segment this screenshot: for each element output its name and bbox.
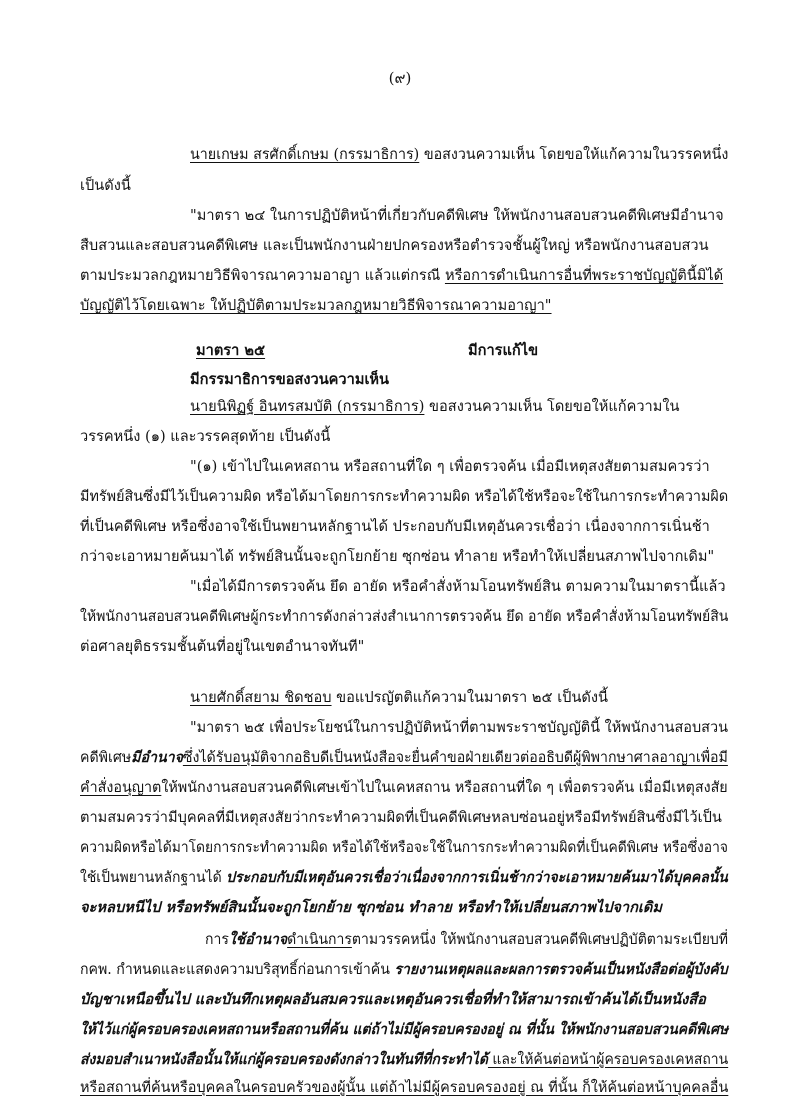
p3-line-10: กคพ. กำหนดและแสดงความบริสุทธิ์ก่อนการเข้าค้น รายงานเหตุผลและผลการตรวจค้นเป็นหนังสือต่อผู้บังคับ — [80, 961, 728, 978]
p3-line-14: หรือสถานที่ค้นหรือบุคคลในครอบครัวของผู้นั้น แต่ถ้าไม่มีผู้ครอบครองอยู่ ณ ที่นั้น ก็ให้ค้นต่อหน้าบุคคลอื่น — [80, 1079, 729, 1096]
p2-line-1: นายนิพิฏฐ์ อินทรสมบัติ (กรรมาธิการ) ขอสงวนความเห็น โดยขอให้แก้ความใน — [190, 398, 680, 415]
section-title: มาตรา ๒๕ — [196, 342, 266, 359]
section-reservation: มีกรรมาธิการขอสงวนความเห็น — [190, 371, 390, 388]
p1-line-6: บัญญัติไว้โดยเฉพาะ ให้ปฏิบัติตามประมวลกฎหมายวิธีพิจารณาความอาญา" — [80, 297, 552, 314]
p1-line-4: สืบสวนและสอบสวนคดีพิเศษ และเป็นพนักงานฝ่ายปกครองหรือตำรวจชั้นผู้ใหญ่ หรือพนักงานสอบสวน — [80, 237, 709, 254]
p3-speaker: นายศักดิ์สยาม ชิดชอบ — [190, 689, 332, 706]
p2-line-6: กว่าจะเอาหมายค้นมาได้ ทรัพย์สินนั้นจะถูกโยกย้าย ซุกซ่อน ทำลาย หรือทำให้เปลี่ยนสภาพไปจากเดิม" — [80, 548, 715, 565]
p2-line-8: ให้พนักงานสอบสวนคดีพิเศษผู้กระทำการดังกล่าวส่งสำเนาการตรวจค้น ยึด อายัด หรือคำสั่งห้ามโอนทรัพย์สิน — [80, 608, 729, 625]
p3-line-9: การใช้อำนาจดำเนินการตามวรรคหนึ่ง ให้พนักงานสอบสวนคดีพิเศษปฏิบัติตามระเบียบที่ — [205, 931, 729, 948]
p3-line-3: คดีพิเศษมีอำนาจซึ่งได้รับอนุมัติจากอธิบดีเป็นหนังสือจะยื่นคำขอฝ่ายเดียวต่ออธิบดีผู้พิพากษาศาลอาญาเพื่อมี — [80, 749, 728, 766]
p1-line-3: "มาตรา ๒๔ ในการปฏิบัติหน้าที่เกี่ยวกับคดีพิเศษ ให้พนักงานสอบสวนคดีพิเศษมีอำนาจ — [190, 207, 724, 224]
p1-speaker: นายเกษม สรศักดิ์เกษม (กรรมาธิการ) — [190, 146, 420, 163]
p2-line-5: ที่เป็นคดีพิเศษ หรือซึ่งอาจใช้เป็นพยานหลักฐานได้ ประกอบกับมีเหตุอันควรเชื่อว่า เนื่องจากการเนิ่นช้า — [80, 518, 710, 535]
p2-line-4: มีทรัพย์สินซึ่งมีไว้เป็นความผิด หรือได้มาโดยการกระทำความผิด หรือได้ใช้หรือจะใช้ในการกระทำความผิด — [80, 488, 729, 505]
p1-line-5: ตามประมวลกฎหมายวิธีพิจารณาความอาญา แล้วแต่กรณี หรือการดำเนินการอื่นที่พระราชบัญญัตินี้มิได้ — [80, 267, 724, 284]
p3-line-11: บัญชาเหนือขึ้นไป และบันทึกเหตุผลอันสมควรและเหตุอันควรเชื่อที่ทำให้สามารถเข้าค้นได้เป็นหนังสือ — [80, 991, 706, 1008]
p2-line-7: "เมื่อได้มีการตรวจค้น ยึด อายัด หรือคำสั่งห้ามโอนทรัพย์สิน ตามความในมาตรานี้แล้ว — [190, 578, 726, 595]
p3-line-5: ตามสมควรว่ามีบุคคลที่มีเหตุสงสัยว่ากระทำความผิดที่เป็นคดีพิเศษหลบซ่อนอยู่หรือมีทรัพย์สินซึ่งมีไว้เป็น — [80, 809, 722, 826]
p2-line-3: "(๑) เข้าไปในเคหสถาน หรือสถานที่ใด ๆ เพื่อตรวจค้น เมื่อมีเหตุสงสัยตามสมควรว่า — [190, 458, 710, 475]
p1-line-2: เป็นดังนี้ — [80, 177, 131, 194]
p3-line-13: ส่งมอบสำเนาหนังสือนั้นให้แก่ผู้ครอบครองดังกล่าวในทันทีที่กระทำได้ และให้ค้นต่อหน้าผู้ครอบครองเคหสถาน — [80, 1051, 729, 1068]
p3-line-4: คำสั่งอนุญาตให้พนักงานสอบสวนคดีพิเศษเข้าไปในเคหสถาน หรือสถานที่ใด ๆ เพื่อตรวจค้น เมื่อมีเหตุสงสัย — [80, 779, 728, 796]
p3-line-1: นายศักดิ์สยาม ชิดชอบ ขอแปรญัตติแก้ความในมาตรา ๒๕ เป็นดังนี้ — [190, 689, 609, 706]
p3-line-8: จะหลบหนีไป หรือทรัพย์สินนั้นจะถูกโยกย้าย ซุกซ่อน ทำลาย หรือทำให้เปลี่ยนสภาพไปจากเดิม — [80, 899, 663, 916]
p2-speaker: นายนิพิฏฐ์ อินทรสมบัติ (กรรมาธิการ) — [190, 398, 425, 415]
p3-line-12: ให้ไว้แก่ผู้ครอบครองเคหสถานหรือสถานที่ค้น แต่ถ้าไม่มีผู้ครอบครองอยู่ ณ ที่นั้น ให้พนักงานสอบสวนคดีพิเศษ — [80, 1021, 729, 1038]
p2-line-9: ต่อศาลยุติธรรมชั้นต้นที่อยู่ในเขตอำนาจทันที" — [80, 638, 365, 655]
section-status: มีการแก้ไข — [468, 342, 539, 359]
p2-line-2: วรรคหนึ่ง (๑) และวรรคสุดท้าย เป็นดังนี้ — [80, 428, 331, 445]
p3-line-2: "มาตรา ๒๕ เพื่อประโยชน์ในการปฏิบัติหน้าที่ตามพระราชบัญญัตินี้ ให้พนักงานสอบสวน — [190, 719, 729, 736]
p3-line-7: ใช้เป็นพยานหลักฐานได้ ประกอบกับมีเหตุอันควรเชื่อว่าเนื่องจากการเนิ่นช้ากว่าจะเอาหมายค้นมาได้บุคคลนั้น — [80, 869, 728, 886]
p1-line-1: นายเกษม สรศักดิ์เกษม (กรรมาธิการ) ขอสงวนความเห็น โดยขอให้แก้ความในวรรคหนึ่ง — [190, 146, 729, 163]
page-number: (๙) — [388, 69, 412, 87]
p3-line-6: ความผิดหรือได้มาโดยการกระทำความผิด หรือได้ใช้หรือจะใช้ในการกระทำความผิดที่เป็นคดีพิเศษ หรือซึ่งอาจ — [80, 839, 728, 856]
